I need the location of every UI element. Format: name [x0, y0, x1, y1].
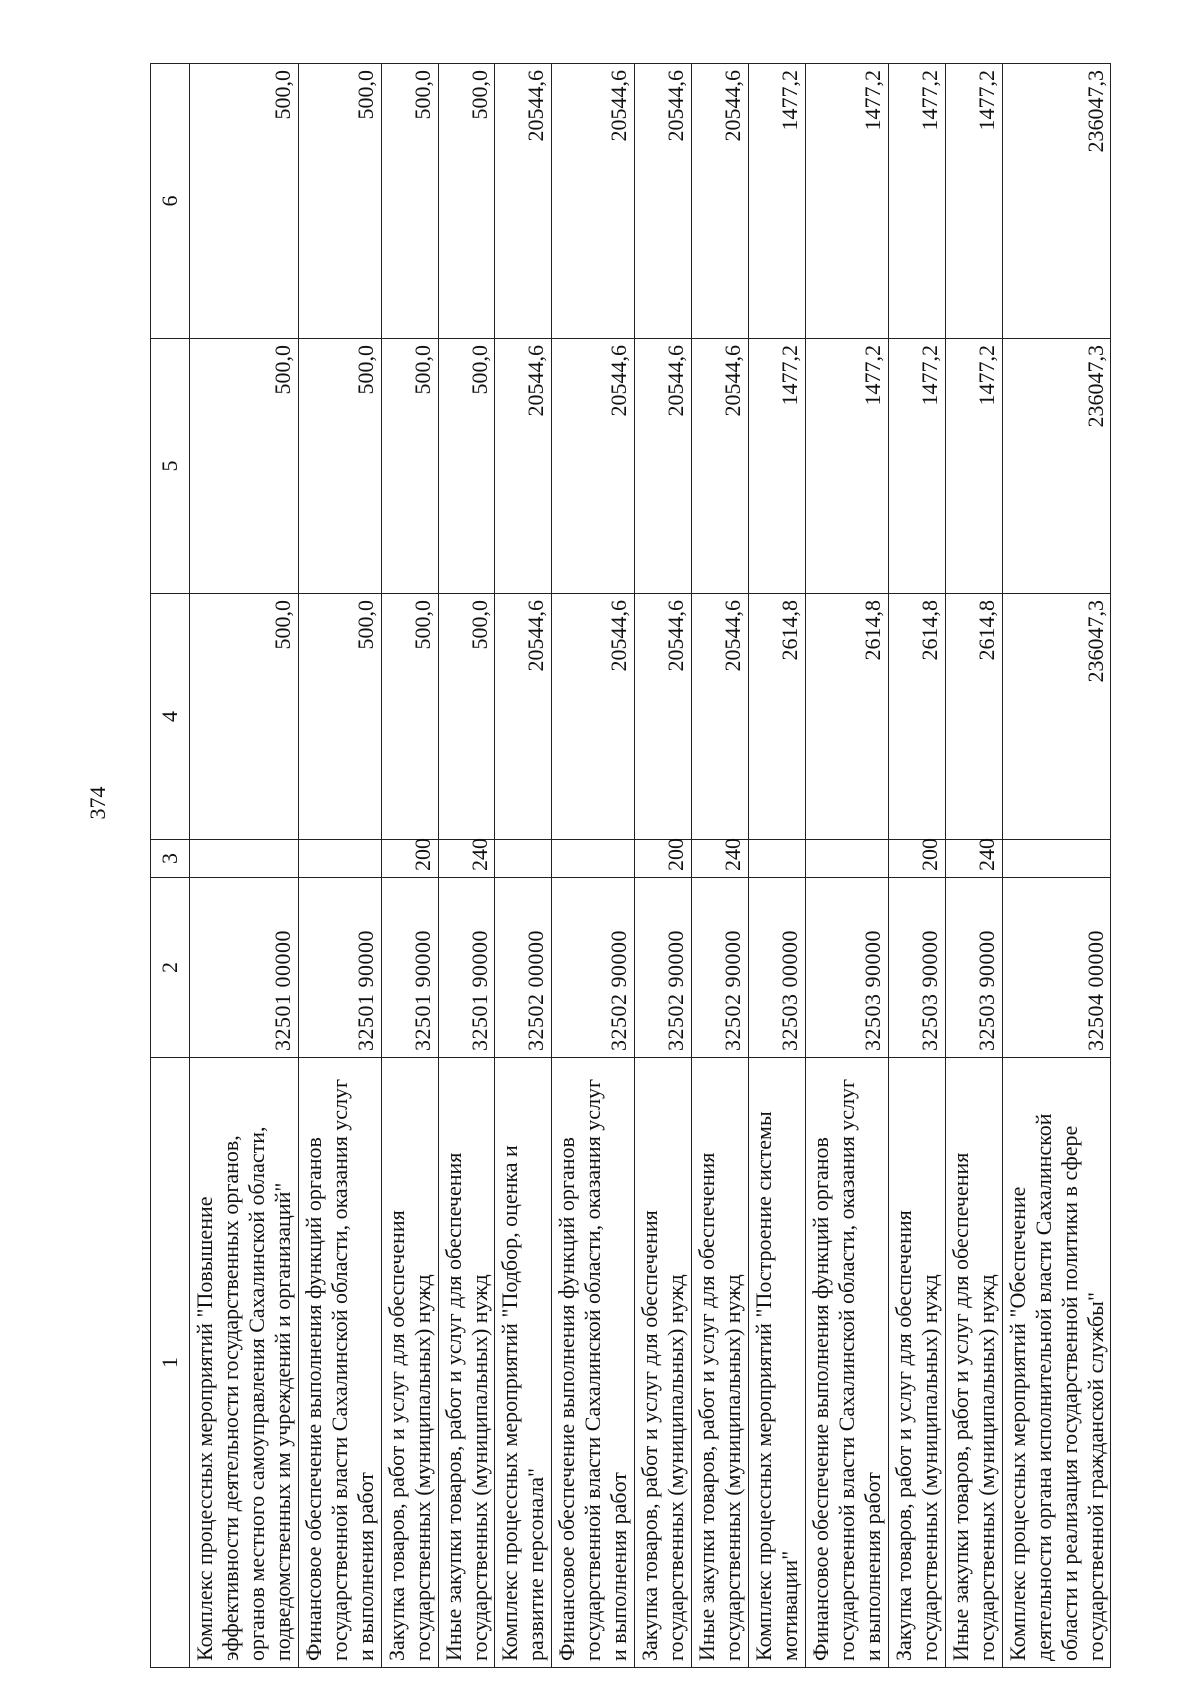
row-expense-type	[495, 840, 552, 878]
row-value-col4: 2614,8	[805, 594, 888, 840]
row-value-col4: 20544,6	[635, 594, 692, 840]
table-row	[888, 64, 945, 1668]
row-value-col6: 500,0	[190, 64, 299, 339]
row-code: 32503 00000	[749, 878, 806, 1058]
row-value-col5: 1477,2	[945, 339, 1002, 594]
table-row	[298, 64, 381, 1668]
row-expense-type	[805, 840, 888, 878]
row-description: Комплекс процессных мероприятий "Обеспечение деятельности органа исполнительной власти Сахалинской области и реализация государственной политики в сфере государственной гражданской службы"	[1002, 1058, 1111, 1668]
row-expense-type: 200	[635, 840, 692, 878]
row-description: Иные закупки товаров, работ и услуг для обеспечения государственных (муниципальных) нужд	[438, 1058, 495, 1668]
row-value-col5: 1477,2	[749, 339, 806, 594]
row-expense-type	[552, 840, 635, 878]
row-code: 32502 00000	[495, 878, 552, 1058]
row-expense-type	[1002, 840, 1111, 878]
row-description: Иные закупки товаров, работ и услуг для обеспечения государственных (муниципальных) нужд	[945, 1058, 1002, 1668]
table-row	[552, 64, 635, 1668]
row-value-col5: 1477,2	[888, 339, 945, 594]
table-row	[438, 64, 495, 1668]
row-value-col6: 1477,2	[945, 64, 1002, 339]
row-description: Иные закупки товаров, работ и услуг для обеспечения государственных (муниципальных) нужд	[692, 1058, 749, 1668]
row-value-col4: 500,0	[438, 594, 495, 840]
row-expense-type	[298, 840, 381, 878]
row-value-col6: 1477,2	[888, 64, 945, 339]
row-value-col5: 500,0	[190, 339, 299, 594]
table-body	[190, 64, 1111, 1668]
column-header-5: 5	[151, 339, 190, 594]
table-row	[635, 64, 692, 1668]
row-code: 32501 90000	[381, 878, 438, 1058]
column-header-6: 6	[151, 64, 190, 339]
row-description: Комплекс процессных мероприятий "Подбор, оценка и развитие персонала"	[495, 1058, 552, 1668]
row-value-col5: 20544,6	[692, 339, 749, 594]
column-header-4: 4	[151, 594, 190, 840]
row-expense-type: 240	[692, 840, 749, 878]
row-code: 32504 00000	[1002, 878, 1111, 1058]
row-description: Финансовое обеспечение выполнения функций органов государственной власти Сахалинской области, оказания услуг и выполнения работ	[298, 1058, 381, 1668]
row-value-col5: 236047,3	[1002, 339, 1111, 594]
table-row	[805, 64, 888, 1668]
page-number: 374	[85, 786, 110, 820]
row-expense-type: 240	[438, 840, 495, 878]
row-code: 32503 90000	[805, 878, 888, 1058]
row-code: 32503 90000	[945, 878, 1002, 1058]
row-value-col5: 20544,6	[495, 339, 552, 594]
row-value-col6: 1477,2	[749, 64, 806, 339]
row-value-col4: 500,0	[190, 594, 299, 840]
row-value-col5: 1477,2	[805, 339, 888, 594]
row-value-col6: 20544,6	[635, 64, 692, 339]
row-value-col4: 20544,6	[495, 594, 552, 840]
row-value-col6: 1477,2	[805, 64, 888, 339]
column-header-2: 2	[151, 878, 190, 1058]
row-code: 32502 90000	[635, 878, 692, 1058]
row-value-col5: 500,0	[298, 339, 381, 594]
row-value-col6: 20544,6	[495, 64, 552, 339]
row-value-col6: 500,0	[438, 64, 495, 339]
row-value-col4: 2614,8	[749, 594, 806, 840]
row-value-col4: 500,0	[298, 594, 381, 840]
row-description: Закупка товаров, работ и услуг для обеспечения государственных (муниципальных) нужд	[381, 1058, 438, 1668]
row-value-col6: 20544,6	[692, 64, 749, 339]
budget-table-rotated	[150, 64, 1108, 1668]
row-description: Финансовое обеспечение выполнения функций органов государственной власти Сахалинской области, оказания услуг и выполнения работ	[552, 1058, 635, 1668]
row-value-col4: 2614,8	[945, 594, 1002, 840]
row-value-col4: 500,0	[381, 594, 438, 840]
row-expense-type	[749, 840, 806, 878]
row-value-col4: 236047,3	[1002, 594, 1111, 840]
row-value-col6: 500,0	[298, 64, 381, 339]
row-expense-type: 200	[381, 840, 438, 878]
row-code: 32501 90000	[438, 878, 495, 1058]
row-description: Комплекс процессных мероприятий "Повышение эффективности деятельности государственных органов, органов местного самоуправления Сахалинской области, подведомственных им учреждений и организаций"	[190, 1058, 299, 1668]
row-code: 32501 00000	[190, 878, 299, 1058]
row-description: Закупка товаров, работ и услуг для обеспечения государственных (муниципальных) нужд	[635, 1058, 692, 1668]
row-value-col5: 500,0	[381, 339, 438, 594]
table-row	[945, 64, 1002, 1668]
row-value-col6: 20544,6	[552, 64, 635, 339]
table-row	[749, 64, 806, 1668]
row-code: 32502 90000	[692, 878, 749, 1058]
row-value-col4: 20544,6	[552, 594, 635, 840]
row-description: Финансовое обеспечение выполнения функций органов государственной власти Сахалинской области, оказания услуг и выполнения работ	[805, 1058, 888, 1668]
row-code: 32503 90000	[888, 878, 945, 1058]
row-description: Закупка товаров, работ и услуг для обеспечения государственных (муниципальных) нужд	[888, 1058, 945, 1668]
table-row	[190, 64, 299, 1668]
table-row	[1002, 64, 1111, 1668]
row-value-col6: 236047,3	[1002, 64, 1111, 339]
row-expense-type: 240	[945, 840, 1002, 878]
budget-table	[150, 63, 1111, 1668]
table-row	[692, 64, 749, 1668]
row-expense-type: 200	[888, 840, 945, 878]
row-value-col5: 20544,6	[635, 339, 692, 594]
column-header-1: 1	[151, 1058, 190, 1668]
row-code: 32502 90000	[552, 878, 635, 1058]
row-value-col4: 2614,8	[888, 594, 945, 840]
row-value-col5: 20544,6	[552, 339, 635, 594]
row-expense-type	[190, 840, 299, 878]
table-row	[495, 64, 552, 1668]
row-value-col5: 500,0	[438, 339, 495, 594]
row-value-col6: 500,0	[381, 64, 438, 339]
table-row	[381, 64, 438, 1668]
column-header-3: 3	[151, 840, 190, 878]
row-code: 32501 90000	[298, 878, 381, 1058]
header-row	[151, 64, 190, 1668]
row-description: Комплекс процессных мероприятий "Построение системы мотивации"	[749, 1058, 806, 1668]
row-value-col4: 20544,6	[692, 594, 749, 840]
